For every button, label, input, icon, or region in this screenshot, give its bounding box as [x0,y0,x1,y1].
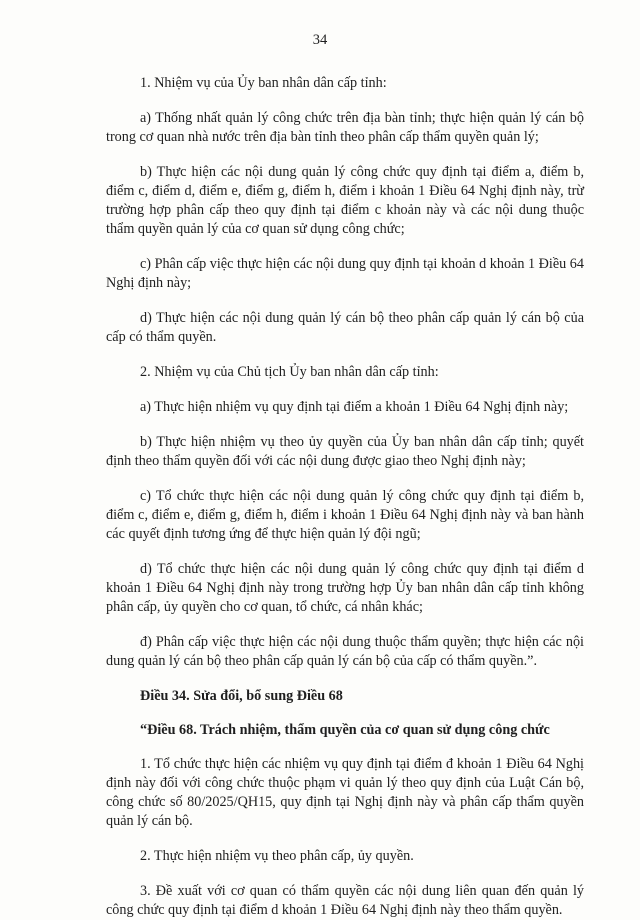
paragraph: 1. Tổ chức thực hiện các nhiệm vụ quy định tại điểm đ khoản 1 Điều 64 Nghị định này đối với công chức thuộc phạm vi quản lý theo quy định của Luật Cán bộ, công chức số 80/2025/QH15, quy định tại Nghị định này và phân cấp thẩm quyền quản lý cán bộ. [106,756,584,829]
paragraph: d) Thực hiện các nội dung quản lý cán bộ theo phân cấp quản lý cán bộ của cấp có thẩm quyền. [106,310,584,345]
paragraph: 2. Thực hiện nhiệm vụ theo phân cấp, ủy quyền. [140,848,414,864]
article-heading: Điều 34. Sửa đổi, bổ sung Điều 68 [140,688,343,704]
paragraph: b) Thực hiện các nội dung quản lý công chức quy định tại điểm a, điểm b, điểm c, điểm d, điểm e, điểm g, điểm h, điểm i khoản 1 Điều 64 Nghị định này, trừ trường hợp phân cấp theo quy định tại điểm c khoản này và các nội dung thuộc thẩm quyền quản lý của cơ quan sử dụng công chức; [106,164,584,237]
paragraph: b) Thực hiện nhiệm vụ theo ủy quyền của Ủy ban nhân dân cấp tỉnh; quyết định theo thẩm quyền đối với các nội dung được giao theo Nghị định này; [106,434,584,469]
paragraph: a) Thống nhất quản lý công chức trên địa bàn tỉnh; thực hiện quản lý cán bộ trong cơ quan nhà nước trên địa bàn tỉnh theo phân cấp thẩm quyền quản lý; [106,110,584,145]
document-body [106,74,584,920]
paragraph: d) Tổ chức thực hiện các nội dung quản lý công chức quy định tại điểm d khoản 1 Điều 64 Nghị định này trong trường hợp Ủy ban nhân dân cấp tỉnh không phân cấp, ủy quyền cho cơ quan, tổ chức, cá nhân khác; [106,561,584,615]
paragraph: đ) Phân cấp việc thực hiện các nội dung thuộc thẩm quyền; thực hiện các nội dung quản lý cán bộ theo phân cấp quản lý cán bộ của cấp có thẩm quyền.”. [106,634,584,669]
paragraph: 1. Nhiệm vụ của Ủy ban nhân dân cấp tỉnh: [140,75,387,91]
article-heading: “Điều 68. Trách nhiệm, thẩm quyền của cơ quan sử dụng công chức [140,722,550,738]
paragraph: 3. Đề xuất với cơ quan có thẩm quyền các nội dung liên quan đến quản lý công chức quy định tại điểm d khoản 1 Điều 64 Nghị định này theo thẩm quyền. [106,883,584,918]
paragraph: c) Tổ chức thực hiện các nội dung quản lý công chức quy định tại điểm b, điểm c, điểm e, điểm g, điểm h, điểm i khoản 1 Điều 64 Nghị định này và ban hành các quyết định tương ứng để thực hiện quản lý đội ngũ; [106,488,584,542]
paragraph: c) Phân cấp việc thực hiện các nội dung quy định tại khoản d khoản 1 Điều 64 Nghị định này; [106,256,584,291]
page-number: 34 [312,32,328,48]
paragraph: 2. Nhiệm vụ của Chủ tịch Ủy ban nhân dân cấp tỉnh: [140,364,439,380]
paragraph: a) Thực hiện nhiệm vụ quy định tại điểm a khoản 1 Điều 64 Nghị định này; [140,399,569,415]
